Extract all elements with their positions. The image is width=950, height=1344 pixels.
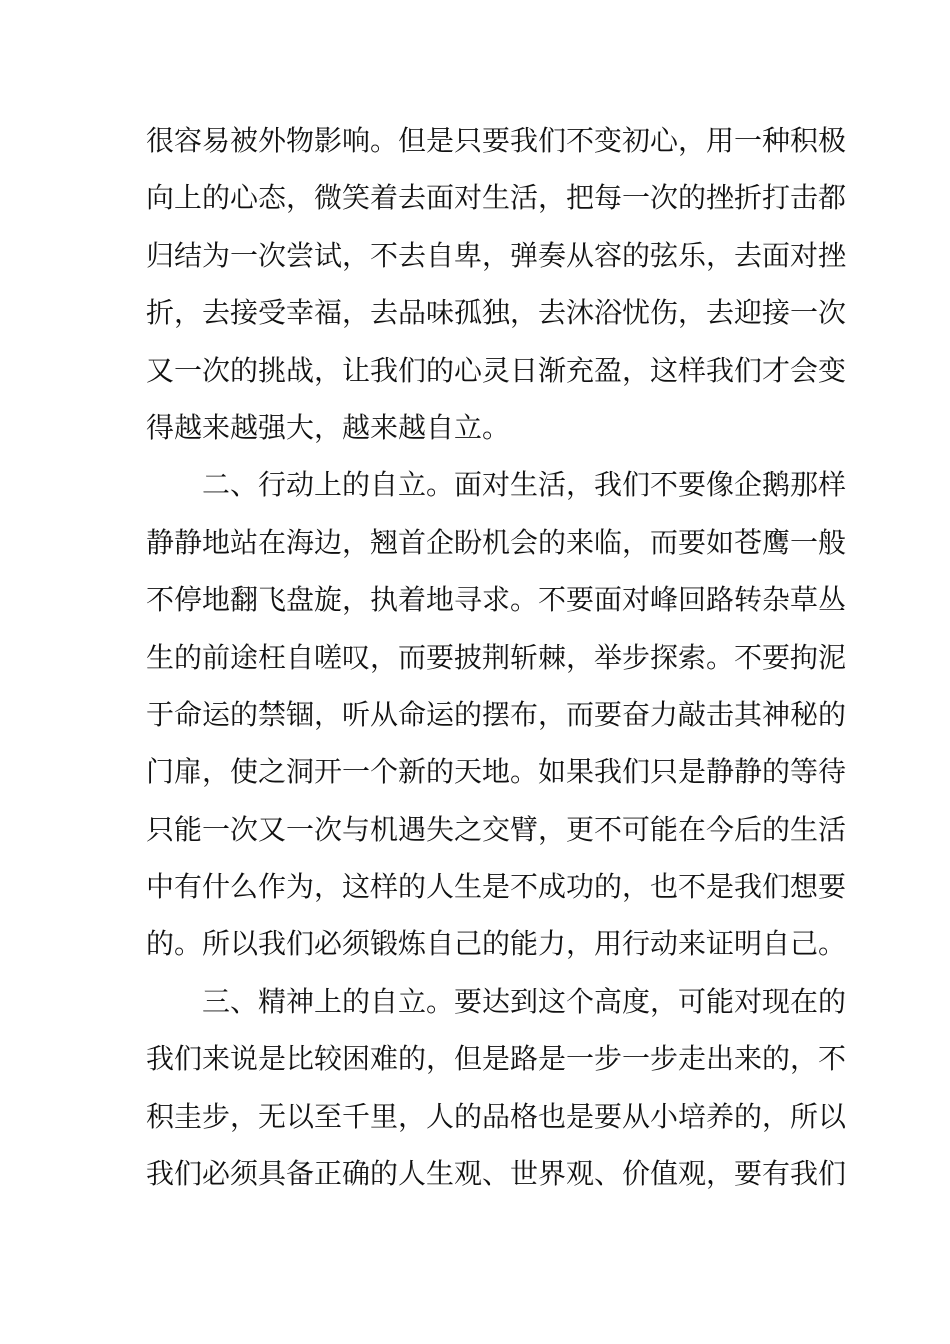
text-line: 积圭步，无以至千里，人的品格也是要从小培养的，所以 [146, 1099, 847, 1133]
document-body [146, 112, 847, 1202]
text-line: 三、精神上的自立。要达到这个高度，可能对现在的 [202, 984, 847, 1018]
text-line: 又一次的挑战，让我们的心灵日渐充盈，这样我们才会变 [146, 353, 847, 387]
text-line: 不停地翻飞盘旋，执着地寻求。不要面对峰回路转杂草丛 [146, 583, 847, 617]
text-line: 中有什么作为，这样的人生是不成功的，也不是我们想要 [146, 870, 847, 904]
text-line: 生的前途枉自嗟叹，而要披荆斩棘，举步探索。不要拘泥 [146, 640, 847, 674]
text-line: 我们来说是比较困难的，但是路是一步一步走出来的，不 [146, 1042, 847, 1076]
paragraph-continued [146, 112, 847, 456]
text-line: 得越来越强大，越来越自立。 [146, 410, 511, 444]
text-line: 静静地站在海边，翘首企盼机会的来临，而要如苍鹰一般 [146, 525, 847, 559]
text-line: 门扉，使之洞开一个新的天地。如果我们只是静静的等待 [146, 755, 847, 789]
text-line: 折，去接受幸福，去品味孤独，去沐浴忧伤，去迎接一次 [146, 296, 847, 330]
text-line: 归结为一次尝试，不去自卑，弹奏从容的弦乐，去面对挫 [146, 238, 847, 272]
text-line: 只能一次又一次与机遇失之交臂，更不可能在今后的生活 [146, 812, 847, 846]
text-line: 很容易被外物影响。但是只要我们不变初心，用一种积极 [146, 124, 847, 157]
paragraph-spiritual-independence [146, 973, 847, 1203]
text-line: 我们必须具备正确的人生观、世界观、价值观，要有我们 [146, 1157, 847, 1191]
text-line: 的。所以我们必须锻炼自己的能力，用行动来证明自己。 [146, 927, 847, 961]
text-line: 于命运的禁锢，听从命运的摆布，而要奋力敲击其神秘的 [146, 697, 847, 731]
text-line: 二、行动上的自立。面对生活，我们不要像企鹅那样 [202, 468, 847, 502]
text-line: 向上的心态，微笑着去面对生活，把每一次的挫折打击都 [146, 181, 847, 215]
paragraph-action-independence [146, 456, 847, 973]
